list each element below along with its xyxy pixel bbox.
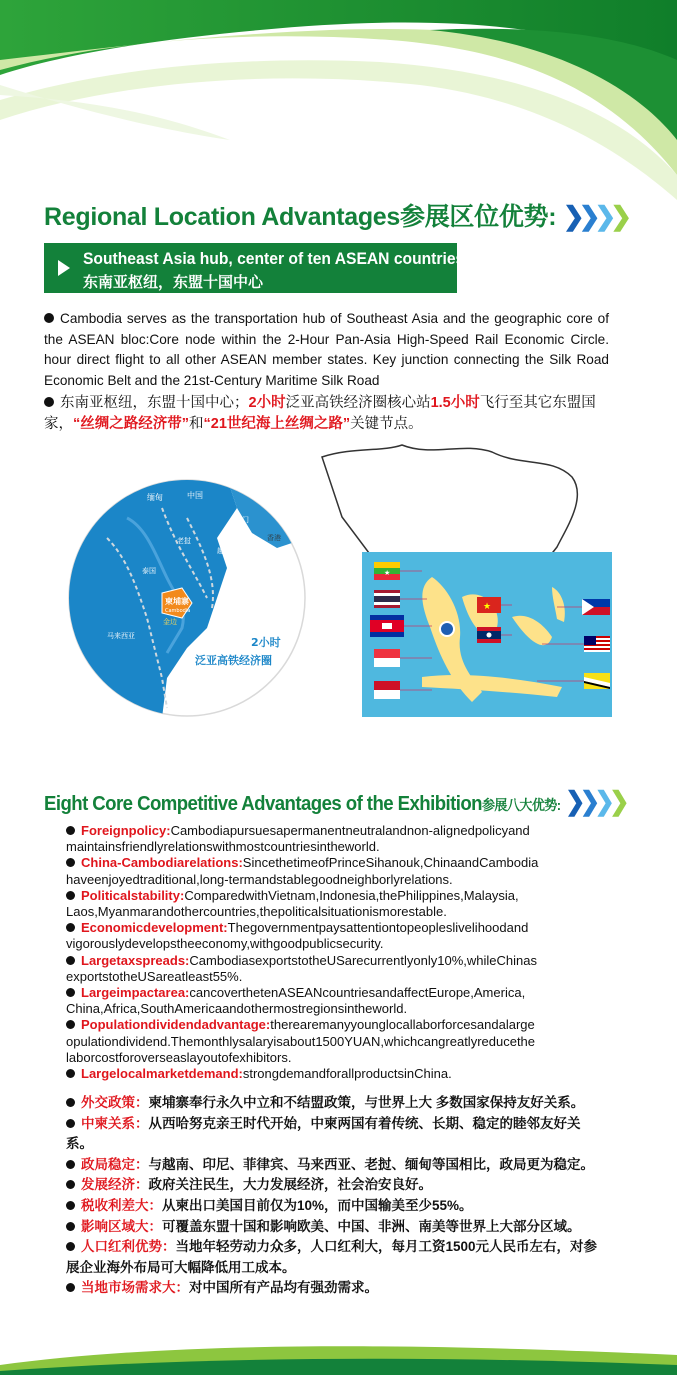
item-label: Largetaxspreads: (81, 952, 190, 968)
bullet-icon (66, 826, 75, 835)
asean-map (312, 437, 612, 717)
map-label-macau: 澳门 (235, 516, 249, 524)
section-title-advantages (44, 786, 624, 817)
section-title-advantages-cn: 参展八大优势: (481, 797, 561, 813)
map-label-thailand: 泰国 (142, 567, 156, 575)
philippines-flag (582, 599, 610, 615)
item-label: Largeimpactarea: (81, 985, 190, 1001)
item-text: 从柬出口美国目前仅为10%，而中国输美至少55%。 (162, 1197, 473, 1213)
item-text: cancoverthetenASEANcountriesandaffectEurope,America, China,Africa,SouthAmericaandothermostregionsintheworld. (66, 985, 526, 1017)
item-text: 与越南、印尼、菲律宾、马来西亚、老挝、缅甸等国相比，政局更为稳定。 (148, 1156, 594, 1172)
cambodia-flag (370, 615, 404, 637)
location-pin-icon (440, 622, 454, 636)
bullet-icon (66, 1242, 75, 1251)
thailand-flag (374, 590, 400, 608)
item-text: 对中国所有产品均有强劲需求。 (189, 1280, 378, 1296)
svg-text:★: ★ (384, 569, 391, 577)
item-text: 政府关注民生，大力发展经济，社会治安良好。 (148, 1177, 432, 1193)
item-label: 政局稳定： (81, 1156, 149, 1172)
item-label: 当地市场需求大： (81, 1280, 189, 1296)
cn-part3: 飞行至其它东盟国家， (44, 395, 596, 432)
bullet-icon (66, 891, 75, 900)
bullet-icon (66, 1201, 75, 1210)
bottom-wave-decoration (0, 1335, 677, 1375)
list-item (66, 823, 606, 855)
item-text: strongdemandforallproductsinChina. (242, 1066, 452, 1082)
item-text: therearemanyyounglocallaborforcesandalarge opulationdividend.Themonthlysalaryisabout1500YUAN,whichcangreatlyreducethe laborcostforoverseaslayoutofexhibitors. (66, 1017, 536, 1065)
bullet-icon (66, 923, 75, 932)
item-label: Politicalstability: (81, 887, 185, 903)
bullet-icon (66, 956, 75, 965)
item-label: Largelocalmarketdemand: (81, 1066, 243, 1082)
location-paragraph-cn (44, 393, 609, 435)
item-text: 可覆盖东盟十国和影响欧美、中国、非洲、南美等世界上大部分区域。 (162, 1218, 581, 1234)
advantages-list-en (66, 823, 606, 1082)
bullet-icon (66, 1069, 75, 1078)
singapore-flag (374, 649, 400, 667)
railway-circle-map (67, 478, 307, 718)
bullet-icon (66, 1119, 75, 1128)
item-text: 从西哈努克亲王时代开始，中柬两国有着传统、长期、稳定的睦邻友好关系。 (66, 1115, 581, 1152)
item-text: 当地年轻劳动力众多，人口红利大，每月工资1500元人民币左右，对参展企业海外布局可大幅降低用工成本。 (66, 1239, 598, 1275)
list-item (66, 1093, 606, 1114)
play-triangle-icon (58, 260, 70, 276)
banner-text-cn: 东南亚枢纽，东盟十国中心 (83, 273, 264, 291)
myanmar-flag (374, 562, 400, 580)
top-wave-decoration (0, 0, 677, 200)
item-label: 税收利差大： (81, 1197, 162, 1213)
bullet-icon (66, 1283, 75, 1292)
section-title-location-cn: 参展区位优势: (400, 203, 557, 231)
cn-part4: 和 (189, 416, 204, 432)
map-highlight-cambodia-en: Cambodia (165, 608, 191, 614)
indonesia-flag (374, 681, 400, 699)
item-text: CambodiasexportstotheUSarecurrentlyonly10%,whileChinas exportstotheUSareatleast55%. (66, 952, 537, 984)
bullet-icon (66, 1180, 75, 1189)
advantages-list-cn (66, 1093, 606, 1299)
map-label-hongkong: 香港 (267, 534, 281, 542)
cn-highlight-maritime: “21世纪海上丝绸之路” (203, 416, 351, 432)
list-item (66, 1196, 606, 1217)
map-label-vietnam: 越南 (217, 547, 231, 555)
cn-highlight-silk-road: “丝绸之路经济带” (73, 416, 189, 432)
bullet-icon (66, 988, 75, 997)
bullet-icon (66, 858, 75, 867)
bullet-icon (44, 397, 54, 407)
list-item (66, 1066, 606, 1082)
item-label: 人口红利优势： (81, 1239, 176, 1255)
bullet-icon (66, 1098, 75, 1107)
bullet-icon (44, 313, 54, 323)
section-title-location (44, 197, 626, 233)
list-item (66, 1278, 606, 1299)
laos-flag (477, 627, 501, 643)
item-label: 中柬关系： (81, 1115, 149, 1131)
item-text: SincethetimeofPrinceSihanouk,ChinaandCambodia haveenjoyedtraditional,long-termandstablegoodneighborlyrelations. (66, 855, 539, 887)
list-item (66, 1155, 606, 1176)
list-item (66, 1237, 606, 1278)
item-text: Cambodiapursuesapermanentneutralandnon-alignedpolicyand maintainsfriendlyrelationswithmostcountriesintheworld. (66, 823, 530, 855)
item-label: Populationdividendadvantage: (81, 1017, 271, 1033)
map-caption-text: 泛亚高铁经济圈 (195, 654, 272, 667)
item-label: 外交政策： (81, 1095, 149, 1110)
bullet-icon (66, 1222, 75, 1231)
map-label-malaysia: 马来西亚 (107, 632, 135, 640)
cn-part2: 泛亚高铁经济圈核心站 (285, 395, 431, 411)
cn-part5: 关键节点。 (350, 416, 423, 432)
map-caption-time: 2小时 (251, 636, 281, 649)
list-item (66, 1217, 606, 1238)
item-text: Thegovernmentpaysattentiontopeopleslivelihoodand vigorouslydevelopstheeconomy,withgoodpublicsecurity. (66, 920, 529, 952)
list-item (66, 888, 606, 920)
chevron-arrows-icon: ❯❯❯❯ (562, 201, 627, 231)
cn-highlight-2h: 2小时 (248, 395, 286, 411)
section-title-location-en: Regional Location Advantages (44, 203, 401, 231)
item-text: ComparedwithVietnam,Indonesia,thePhilippines,Malaysia, Laos,Myanmarandothercountries,thepoliticalsituationismorestable. (66, 887, 519, 920)
bullet-icon (66, 1160, 75, 1169)
list-item (66, 1175, 606, 1196)
item-label: Foreignpolicy: (81, 823, 171, 838)
cn-part1: 东南亚枢纽，东盟十国中心； (60, 395, 249, 411)
banner-text-en: Southeast Asia hub, center of ten ASEAN countries (83, 249, 465, 268)
bullet-icon (66, 1020, 75, 1029)
list-item (66, 855, 606, 887)
list-item (66, 1114, 606, 1155)
map-highlight-cambodia: 柬埔寨 (165, 597, 189, 606)
svg-text:★: ★ (483, 602, 492, 612)
hub-banner (44, 243, 465, 293)
vietnam-flag (477, 597, 501, 613)
map-label-capital: 金边 (163, 618, 177, 626)
location-paragraph-en (44, 309, 609, 391)
list-item (66, 985, 606, 1017)
item-label: 影响区域大： (81, 1218, 162, 1234)
item-label: 发展经济： (81, 1177, 149, 1193)
list-item (66, 953, 606, 985)
brunei-flag (584, 673, 610, 689)
map-label-china: 中国 (187, 491, 203, 500)
map-label-myanmar: 缅甸 (147, 493, 163, 502)
map-label-laos: 老挝 (177, 537, 191, 545)
list-item (66, 1017, 606, 1066)
chevron-arrows-icon: ❯❯❯❯ (565, 786, 624, 816)
item-label: Economicdevelopment: (81, 920, 228, 936)
item-text: 柬埔寨奉行永久中立和不结盟政策，与世界上大 多数国家保持友好关系。 (148, 1095, 585, 1110)
list-item (66, 920, 606, 952)
location-paragraph-en-text: Cambodia serves as the transportation hub of Southeast Asia and the geographic core of the ASEAN bloc:Core node within the 2-Hour Pan-Asia High-Speed Rail Economic Circle. hour direct flight to all other ASEAN member states. Key junction connecting the Silk Road Economic Belt and the 21st-Century Maritime Silk Road (44, 311, 609, 388)
cn-highlight-15h: 1.5小时 (430, 395, 480, 411)
malaysia-flag (584, 636, 610, 652)
item-label: China-Cambodiarelations: (81, 855, 243, 871)
section-title-advantages-en: Eight Core Competitive Advantages of the Exhibition (44, 793, 482, 815)
